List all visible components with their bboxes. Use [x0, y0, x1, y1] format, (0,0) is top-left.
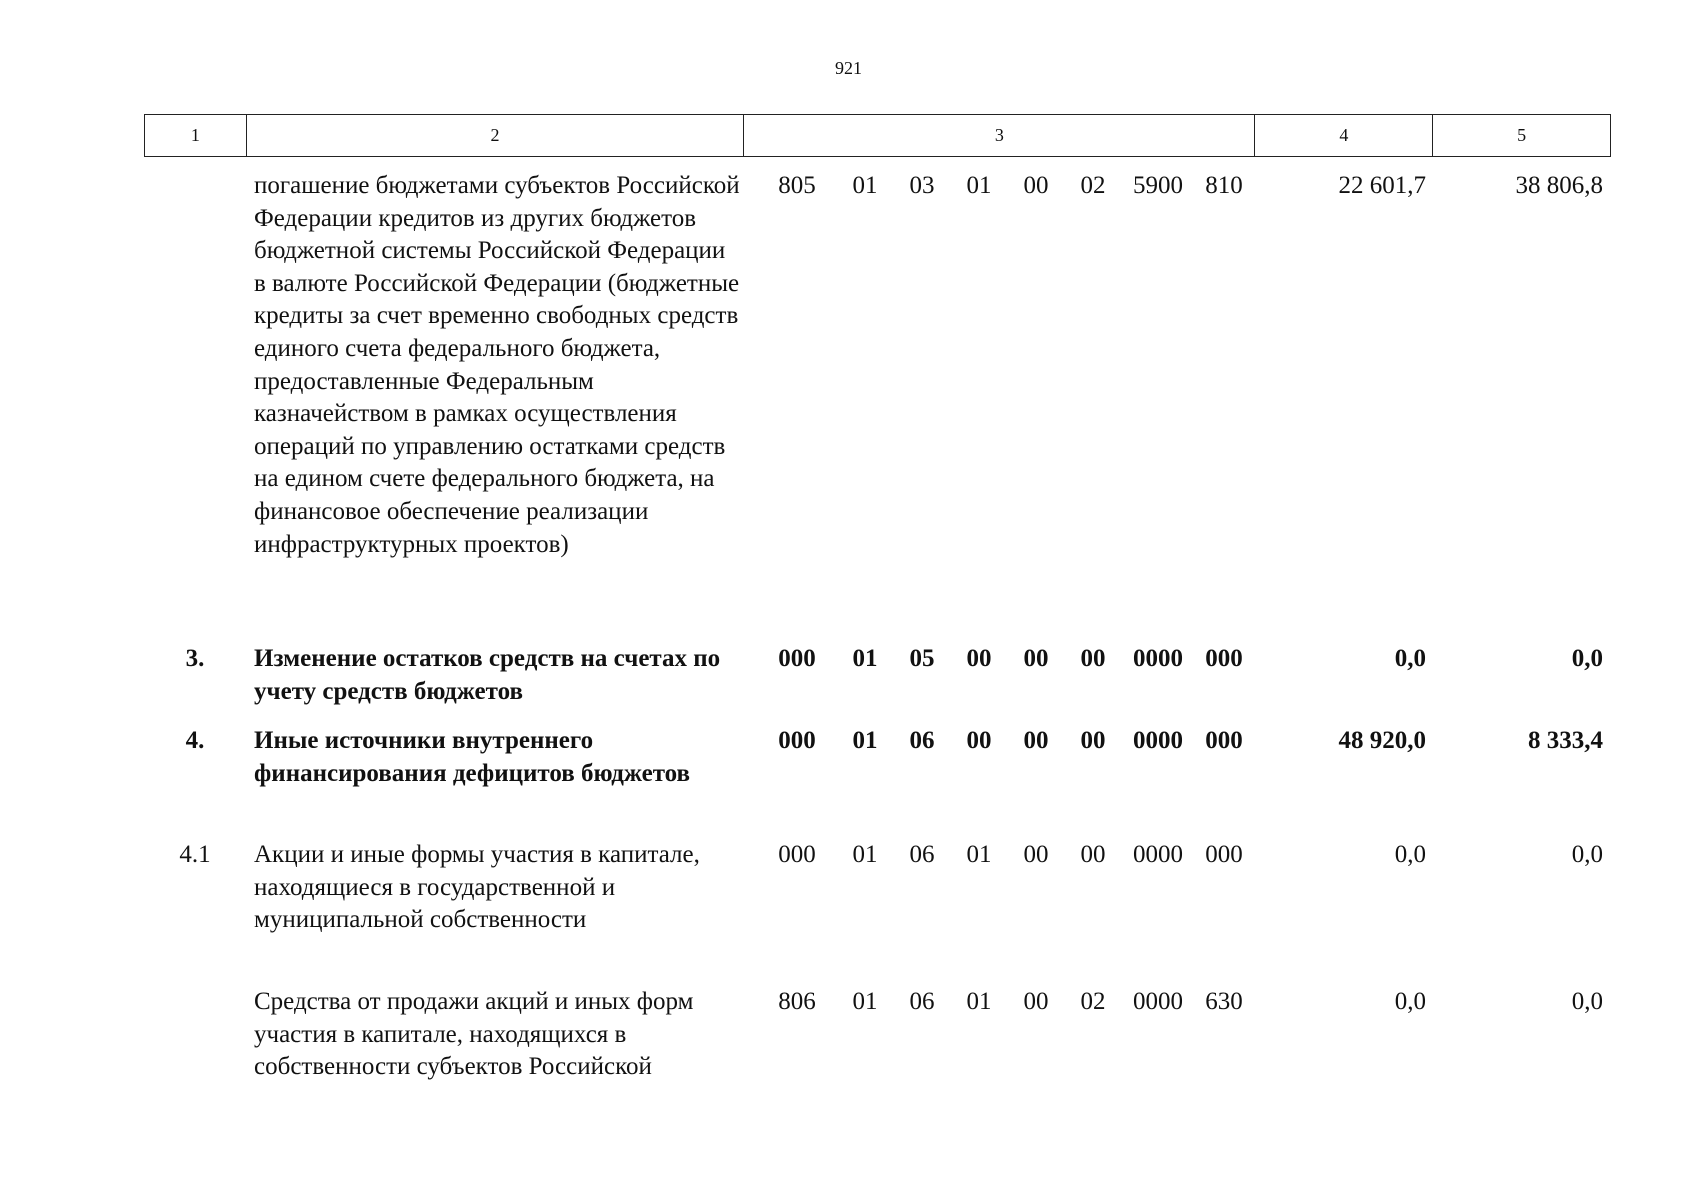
value-col-4: 0,0: [1394, 841, 1426, 868]
code-article: 01: [966, 841, 992, 868]
value-col-5: 8 333,4: [1528, 727, 1603, 754]
row-description: Акции и иные формы участия в капитале, находящиеся в государственной и муниципальной собственности: [254, 841, 700, 934]
value-col-4: 0,0: [1394, 988, 1426, 1015]
code-subgroup: 06: [909, 727, 935, 754]
code-classifier: 000: [1205, 645, 1243, 672]
code-group: 01: [852, 988, 878, 1015]
value-col-4: 0,0: [1394, 645, 1426, 672]
code-admin: 806: [778, 988, 816, 1015]
value-col-5: 0,0: [1571, 988, 1603, 1015]
code-article: 01: [966, 988, 992, 1015]
code-program: 0000: [1133, 727, 1183, 754]
code-element: 00: [1080, 645, 1106, 672]
row-number: 3.: [185, 645, 205, 672]
value-col-4: 48 920,0: [1338, 727, 1426, 754]
code-classifier: 000: [1205, 727, 1243, 754]
table-header-row: [144, 114, 1611, 157]
code-group: 01: [852, 841, 878, 868]
header-col-2: 2: [247, 115, 744, 156]
code-admin: 000: [778, 841, 816, 868]
code-classifier: 000: [1205, 841, 1243, 868]
code-element: 00: [1080, 727, 1106, 754]
code-group: 01: [852, 727, 878, 754]
header-col-1: 1: [145, 115, 247, 156]
code-article: 01: [966, 172, 992, 199]
page-number: 921: [835, 58, 862, 78]
code-group: 01: [852, 172, 878, 199]
code-article: 00: [966, 727, 992, 754]
header-col-3: 3: [744, 115, 1255, 156]
code-subarticle: 00: [1023, 988, 1049, 1015]
code-subarticle: 00: [1023, 841, 1049, 868]
code-admin: 805: [778, 172, 816, 199]
header-col-5: 5: [1517, 125, 1527, 145]
code-classifier: 810: [1205, 172, 1243, 199]
row-number: 4.: [185, 727, 205, 754]
code-admin: 000: [778, 727, 816, 754]
code-subgroup: 06: [909, 988, 935, 1015]
code-subgroup: 03: [909, 172, 935, 199]
code-subgroup: 06: [909, 841, 935, 868]
code-program: 0000: [1133, 841, 1183, 868]
value-col-5: 38 806,8: [1515, 172, 1603, 199]
value-col-5: 0,0: [1571, 645, 1603, 672]
header-col-4: 4: [1255, 115, 1433, 156]
code-element: 02: [1080, 172, 1106, 199]
row-number: 4.1: [179, 841, 211, 868]
code-subarticle: 00: [1023, 645, 1049, 672]
code-program: 5900: [1133, 172, 1183, 199]
value-col-4: 22 601,7: [1338, 172, 1426, 199]
code-subarticle: 00: [1023, 727, 1049, 754]
row-description: погашение бюджетами субъектов Российской Федерации кредитов из других бюджетов бюджетной системы Российской Федерации в валюте Российской Федерации (бюджетные кредиты за счет временно свободных средств единого счета федерального бюджета, предоставленные Федеральным казначейством в рамках осуществления операций по управлению остатками средств на едином счете федерального бюджета, на финансовое обеспечение реализации инфраструктурных проектов): [254, 172, 740, 558]
row-description: Иные источники внутреннего финансирования дефицитов бюджетов: [254, 727, 691, 787]
code-group: 01: [852, 645, 878, 672]
code-classifier: 630: [1205, 988, 1243, 1015]
code-article: 00: [966, 645, 992, 672]
code-program: 0000: [1133, 988, 1183, 1015]
value-col-5: 0,0: [1571, 841, 1603, 868]
code-program: 0000: [1133, 645, 1183, 672]
row-description: Изменение остатков средств на счетах по учету средств бюджетов: [254, 645, 721, 705]
code-element: 02: [1080, 988, 1106, 1015]
code-subarticle: 00: [1023, 172, 1049, 199]
code-element: 00: [1080, 841, 1106, 868]
code-admin: 000: [778, 645, 816, 672]
code-subgroup: 05: [909, 645, 935, 672]
row-description: Средства от продажи акций и иных форм участия в капитале, находящихся в собственности субъектов Российской: [254, 988, 694, 1081]
